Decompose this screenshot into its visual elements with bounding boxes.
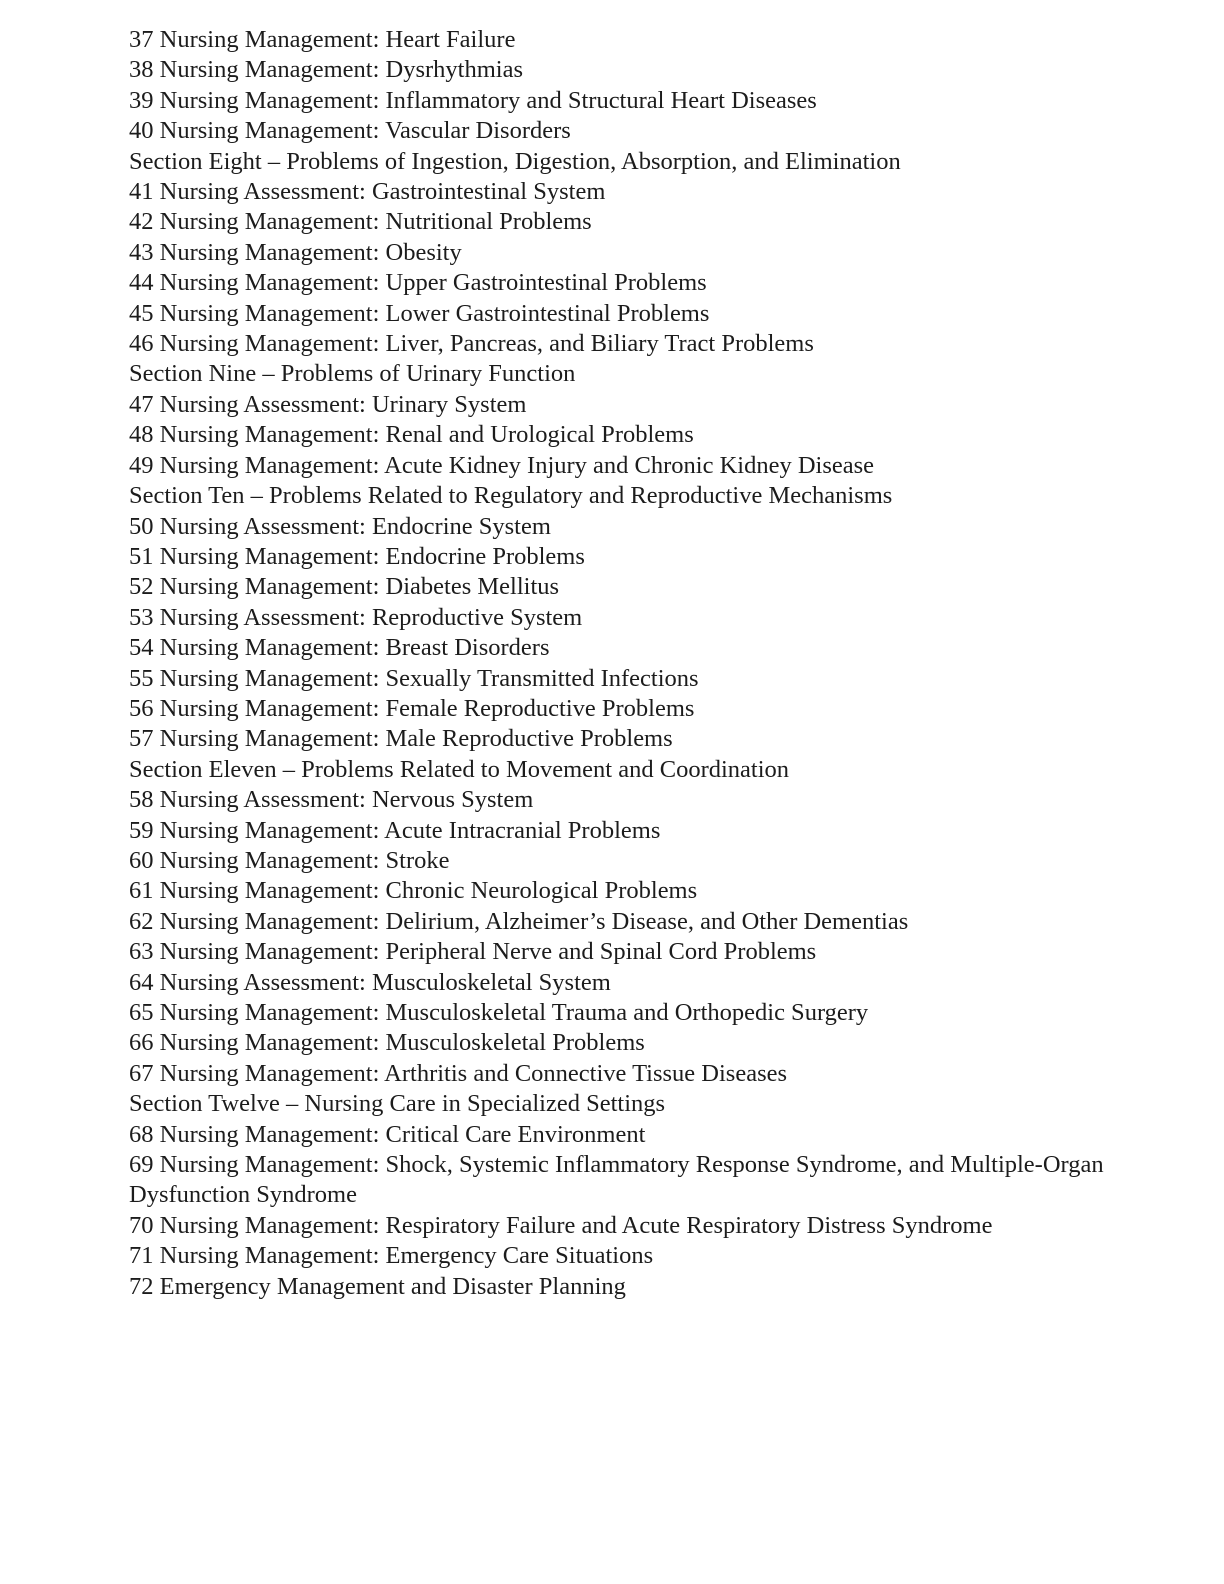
toc-entry: 63 Nursing Management: Peripheral Nerve and Spinal Cord Problems: [129, 938, 817, 966]
toc-entry: 39 Nursing Management: Inflammatory and Structural Heart Diseases: [129, 86, 817, 114]
toc-entry: 43 Nursing Management: Obesity: [129, 238, 462, 266]
toc-entry: 56 Nursing Management: Female Reproductive Problems: [129, 694, 695, 722]
toc-entry: 41 Nursing Assessment: Gastrointestinal System: [129, 178, 606, 206]
toc-entry: 38 Nursing Management: Dysrhythmias: [129, 56, 523, 84]
toc-entry: 52 Nursing Management: Diabetes Mellitus: [129, 573, 560, 601]
toc-entry: 44 Nursing Management: Upper Gastrointestinal Problems: [129, 269, 707, 297]
toc-entry: 72 Emergency Management and Disaster Planning: [129, 1272, 626, 1300]
toc-section-heading: Section Ten – Problems Related to Regulatory and Reproductive Mechanisms: [129, 482, 893, 510]
toc-section-heading: Section Nine – Problems of Urinary Function: [129, 360, 576, 388]
toc-entry: 58 Nursing Assessment: Nervous System: [129, 786, 534, 814]
toc-entry: 64 Nursing Assessment: Musculoskeletal System: [129, 968, 611, 996]
toc-entry: 70 Nursing Management: Respiratory Failure and Acute Respiratory Distress Syndrome: [129, 1211, 993, 1239]
toc-entry: 60 Nursing Management: Stroke: [129, 846, 450, 874]
table-of-contents: [129, 25, 1119, 1302]
toc-entry: 62 Nursing Management: Delirium, Alzheimer’s Disease, and Other Dementias: [129, 907, 909, 935]
toc-entry: 69 Nursing Management: Shock, Systemic Inflammatory Response Syndrome, and Multiple-Organ Dysfunction Syndrome: [129, 1151, 1104, 1209]
toc-entry: 65 Nursing Management: Musculoskeletal Trauma and Orthopedic Surgery: [129, 999, 869, 1026]
toc-entry: 55 Nursing Management: Sexually Transmitted Infections: [129, 664, 699, 692]
toc-entry: 46 Nursing Management: Liver, Pancreas, and Biliary Tract Problems: [129, 330, 814, 358]
toc-entry: 40 Nursing Management: Vascular Disorders: [129, 117, 571, 145]
toc-entry: 67 Nursing Management: Arthritis and Connective Tissue Diseases: [129, 1059, 788, 1087]
toc-entry: 50 Nursing Assessment: Endocrine System: [129, 512, 551, 540]
toc-section-heading: Section Twelve – Nursing Care in Specialized Settings: [129, 1090, 666, 1118]
toc-entry: 42 Nursing Management: Nutritional Problems: [129, 208, 592, 236]
toc-entry: 54 Nursing Management: Breast Disorders: [129, 634, 550, 662]
toc-entry: 45 Nursing Management: Lower Gastrointestinal Problems: [129, 299, 710, 327]
toc-entry: 51 Nursing Management: Endocrine Problems: [129, 542, 585, 570]
toc-entry: 61 Nursing Management: Chronic Neurological Problems: [129, 877, 698, 905]
toc-entry: 37 Nursing Management: Heart Failure: [129, 26, 516, 53]
toc-entry: 59 Nursing Management: Acute Intracranial Problems: [129, 816, 661, 844]
toc-entry: 66 Nursing Management: Musculoskeletal Problems: [129, 1029, 645, 1057]
toc-entry: 48 Nursing Management: Renal and Urological Problems: [129, 421, 694, 449]
toc-section-heading: Section Eleven – Problems Related to Movement and Coordination: [129, 755, 790, 783]
toc-entry: 71 Nursing Management: Emergency Care Situations: [129, 1242, 654, 1270]
toc-entry: 57 Nursing Management: Male Reproductive Problems: [129, 725, 673, 753]
toc-entry: 53 Nursing Assessment: Reproductive System: [129, 603, 583, 631]
toc-entry: 47 Nursing Assessment: Urinary System: [129, 390, 527, 418]
toc-section-heading: Section Eight – Problems of Ingestion, Digestion, Absorption, and Elimination: [129, 147, 901, 175]
toc-entry: 49 Nursing Management: Acute Kidney Injury and Chronic Kidney Disease: [129, 451, 875, 479]
toc-entry: 68 Nursing Management: Critical Care Environment: [129, 1120, 646, 1148]
